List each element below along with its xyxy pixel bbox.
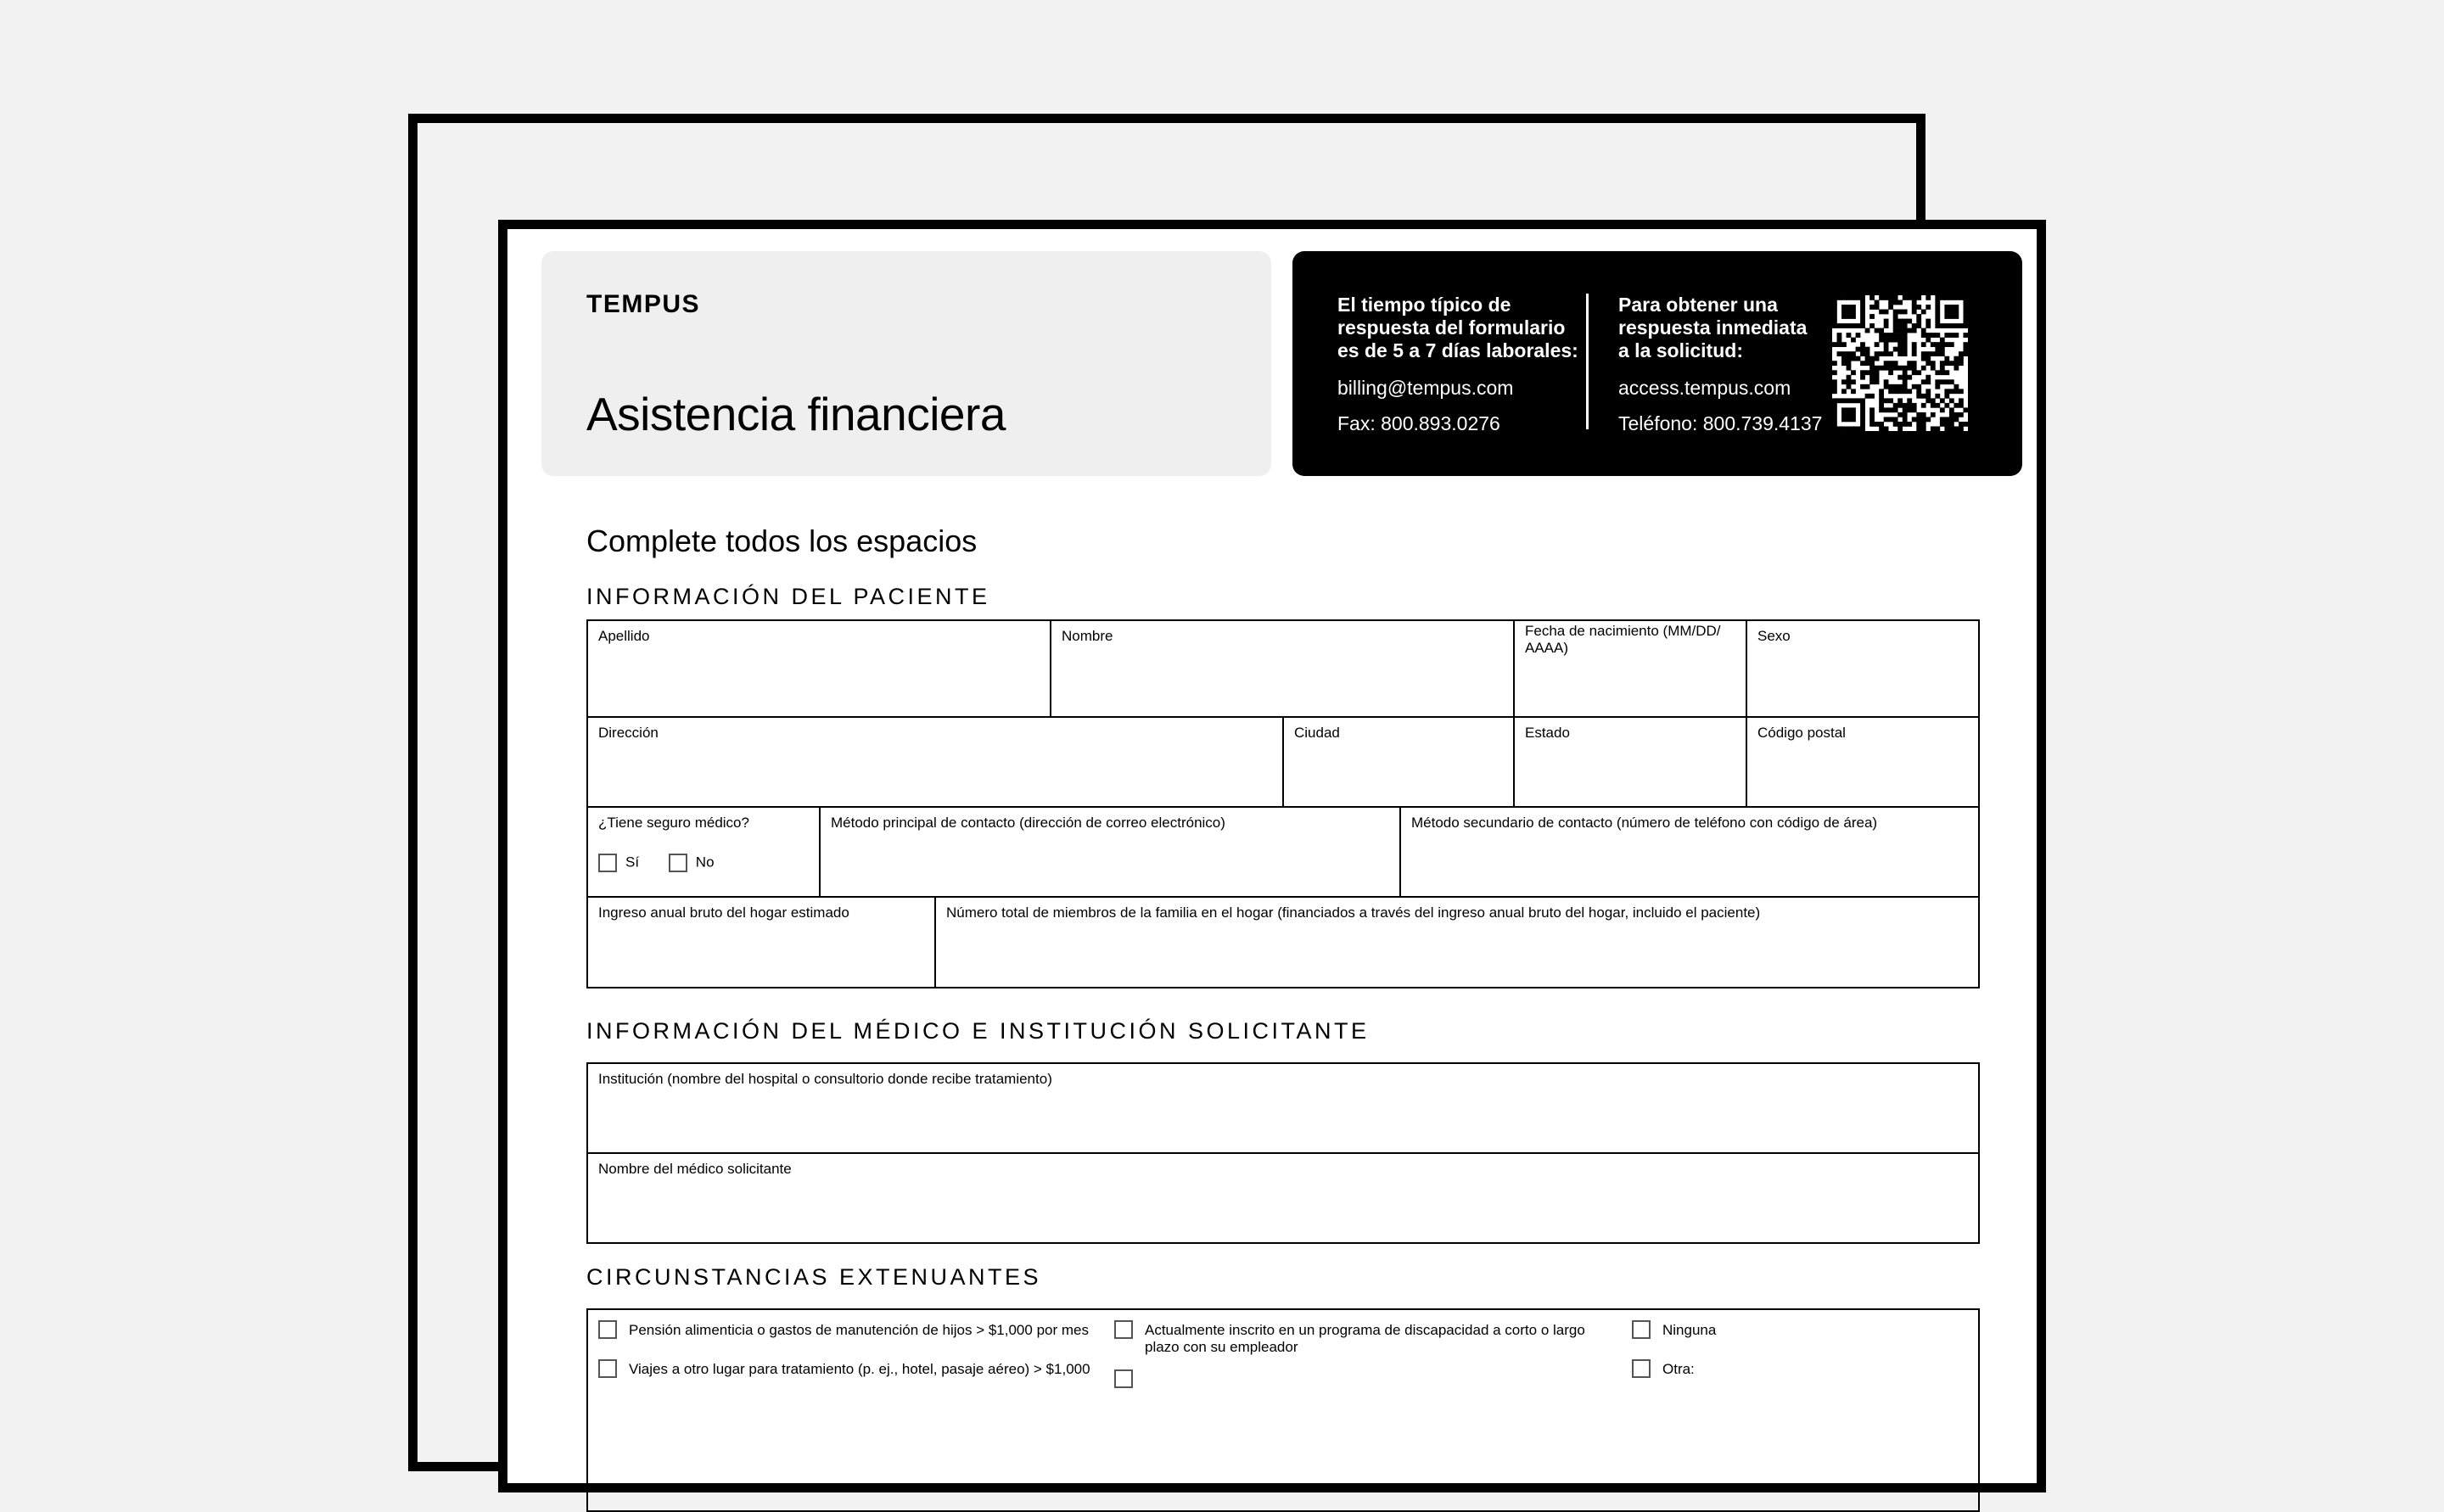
none-checkbox[interactable]	[1632, 1320, 1651, 1339]
travel-checkbox[interactable]	[598, 1359, 617, 1378]
physician-info-grid	[586, 1062, 1980, 1244]
header-title-panel	[541, 251, 1271, 476]
primary-contact-field[interactable]: Método principal de contacto (dirección de correo electrónico)	[821, 808, 1401, 896]
physician-row	[588, 1154, 1978, 1244]
household-members-field[interactable]: Número total de miembros de la familia en el hogar (financiados a través del ingreso anual bruto del hogar, incluido el paciente)	[946, 904, 1761, 921]
patient-info-grid	[586, 619, 1980, 988]
contact-immediate	[1618, 294, 1830, 435]
institution-field[interactable]: Institución (nombre del hospital o consultorio donde recibe tratamiento)	[598, 1071, 1052, 1087]
billing-email[interactable]: billing@tempus.com	[1337, 377, 1514, 399]
last-name-field[interactable]: Apellido	[588, 621, 1051, 716]
circumstances-grid: Pensión alimenticia o gastos de manutención de hijos > $1,000 por mes Actualmente inscrito en un programa de discapacidad a corto o largo plazo con su empleador Ninguna Viajes a otro lugar para tratamiento (p. ej., hotel, pasaje aéreo) > $1,000 Otra:	[586, 1308, 1980, 1512]
income-field[interactable]: Ingreso anual bruto del hogar estimado	[588, 898, 936, 988]
patient-row-address	[588, 718, 1978, 808]
child-support-checkbox[interactable]	[598, 1320, 617, 1339]
insurance-field: ¿Tiene seguro médico? Sí No	[588, 808, 821, 896]
access-website[interactable]: access.tempus.com	[1618, 377, 1791, 399]
insurance-options	[598, 854, 740, 872]
phone-number: Teléfono: 800.739.4137	[1618, 412, 1823, 434]
secondary-contact-field[interactable]: Método secundario de contacto (número de teléfono con código de área)	[1411, 815, 1878, 831]
insurance-no-checkbox[interactable]	[669, 854, 687, 872]
form-instruction: Complete todos los espacios	[586, 524, 978, 558]
state-field[interactable]: Estado	[1515, 718, 1747, 806]
first-name-field[interactable]: Nombre	[1051, 621, 1515, 716]
circumstances-section-title: CIRCUNSTANCIAS EXTENUANTES	[586, 1264, 1042, 1290]
form-page	[498, 220, 2046, 1492]
insurance-no-option[interactable]: No	[669, 854, 715, 872]
institution-row	[588, 1064, 1978, 1154]
insurance-yes-option[interactable]: Sí	[598, 854, 639, 872]
physician-section-title: INFORMACIÓN DEL MÉDICO E INSTITUCIÓN SOLICITANTE	[586, 1018, 1370, 1044]
contact-response-time	[1337, 294, 1592, 435]
fax-number: Fax: 800.893.0276	[1337, 412, 1500, 434]
city-field[interactable]: Ciudad	[1284, 718, 1515, 806]
qr-code-icon	[1832, 295, 1968, 431]
immediate-response-heading: Para obtener una respuesta inmediata a la solicitud:	[1618, 294, 1808, 361]
physician-name-field[interactable]: Nombre del médico solicitante	[598, 1161, 792, 1177]
dob-field[interactable]: Fecha de nacimiento (MM/DD/ AAAA)	[1515, 621, 1747, 716]
page-title: Asistencia financiera	[586, 388, 1006, 440]
patient-section-title: INFORMACIÓN DEL PACIENTE	[586, 584, 990, 609]
response-time-heading: El tiempo típico de respuesta del formulario es de 5 a 7 días laborales:	[1337, 294, 1578, 361]
sex-field[interactable]: Sexo	[1757, 628, 1791, 644]
patient-row-contact	[588, 808, 1978, 898]
tempus-logo: TEMPUS	[586, 290, 701, 318]
insurance-yes-checkbox[interactable]	[598, 854, 617, 872]
contact-panel	[1292, 251, 2022, 476]
patient-row-household	[588, 898, 1978, 988]
disability-program-checkbox[interactable]	[1114, 1320, 1133, 1339]
address-field[interactable]: Dirección	[588, 718, 1284, 806]
contact-divider	[1586, 294, 1589, 429]
other-checkbox[interactable]	[1632, 1359, 1651, 1378]
patient-row-name	[588, 621, 1978, 718]
zip-field[interactable]: Código postal	[1757, 725, 1846, 741]
unlabeled-checkbox[interactable]	[1114, 1369, 1133, 1388]
